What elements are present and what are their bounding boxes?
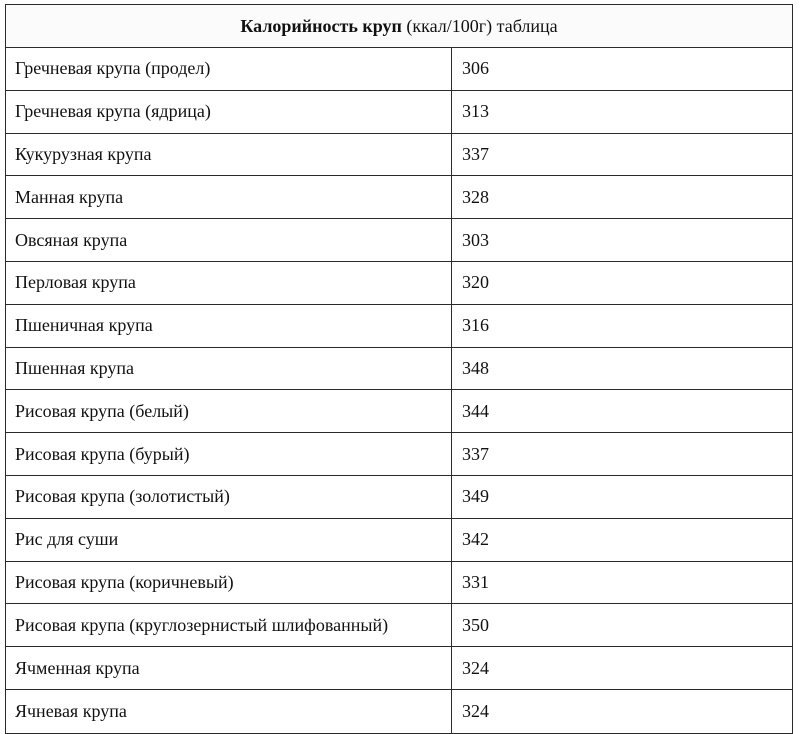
table-row <box>6 134 792 177</box>
kcal-value-cell: 344 <box>462 400 489 421</box>
grain-name-cell: Рисовая крупа (золотистый) <box>6 476 452 518</box>
kcal-value-cell: 306 <box>462 58 489 79</box>
table-row <box>6 348 792 391</box>
table-row <box>6 562 792 605</box>
table-row <box>6 305 792 348</box>
kcal-value-cell: 303 <box>462 229 489 250</box>
kcal-value-cell: 320 <box>462 272 489 293</box>
grain-name-cell: Гречневая крупа (продел) <box>6 48 452 90</box>
kcal-value-cell: 316 <box>462 315 489 336</box>
kcal-value-cell: 331 <box>462 571 489 592</box>
kcal-value-cell: 337 <box>462 443 489 464</box>
table-row <box>6 48 792 91</box>
kcal-value-cell: 342 <box>462 529 489 550</box>
calorie-table <box>5 4 793 734</box>
grain-name-cell: Рисовая крупа (коричневый) <box>6 562 452 604</box>
grain-name-cell: Манная крупа <box>6 176 452 218</box>
kcal-value-cell: 350 <box>462 614 489 635</box>
grain-name-cell: Рисовая крупа (белый) <box>6 390 452 432</box>
table-title-rest: (ккал/100г) таблица <box>401 15 558 36</box>
kcal-value-cell: 349 <box>462 486 489 507</box>
kcal-value-cell: 328 <box>462 186 489 207</box>
grain-name-cell: Рисовая крупа (бурый) <box>6 433 452 475</box>
table-row <box>6 176 792 219</box>
table-row <box>6 690 792 733</box>
table-row <box>6 390 792 433</box>
kcal-value-cell: 313 <box>462 101 489 122</box>
grain-name-cell: Гречневая крупа (ядрица) <box>6 91 452 133</box>
table-row <box>6 91 792 134</box>
table-body <box>6 48 792 733</box>
kcal-value-cell: 337 <box>462 143 489 164</box>
grain-name-cell: Овсяная крупа <box>6 219 452 261</box>
table-title-bold: Калорийность круп <box>240 15 402 36</box>
table-row <box>6 476 792 519</box>
grain-name-cell: Ячневая крупа <box>6 690 452 733</box>
table-row <box>6 519 792 562</box>
table-row <box>6 604 792 647</box>
table-row <box>6 219 792 262</box>
table-title <box>6 5 792 48</box>
table-row <box>6 647 792 690</box>
grain-name-cell: Пшеничная крупа <box>6 305 452 347</box>
kcal-value-cell: 348 <box>462 357 489 378</box>
grain-name-cell: Ячменная крупа <box>6 647 452 689</box>
kcal-value-cell: 324 <box>462 700 489 721</box>
kcal-value-cell: 324 <box>462 657 489 678</box>
grain-name-cell: Рис для суши <box>6 519 452 561</box>
grain-name-cell: Кукурузная крупа <box>6 134 452 176</box>
grain-name-cell: Рисовая крупа (круглозернистый шлифованный) <box>6 604 452 646</box>
table-row <box>6 433 792 476</box>
table-row <box>6 262 792 305</box>
grain-name-cell: Перловая крупа <box>6 262 452 304</box>
grain-name-cell: Пшенная крупа <box>6 348 452 390</box>
